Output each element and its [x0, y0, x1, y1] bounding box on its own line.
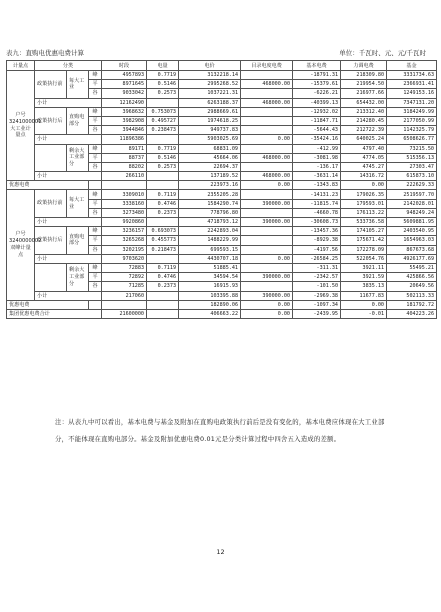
- value-cell: 390000.00: [241, 218, 293, 227]
- subtotal-label: 小计: [35, 254, 102, 263]
- value-cell: 468000.00: [241, 98, 293, 107]
- table-row: [7, 190, 437, 199]
- value-cell: -40399.13: [293, 98, 341, 107]
- value-cell: 2403540.95: [387, 227, 437, 236]
- value-cell: 2995268.52: [179, 80, 241, 89]
- value-cell: 5609881.95: [387, 218, 437, 227]
- value-cell: 0.5146: [147, 153, 179, 162]
- value-cell: 51885.41: [179, 263, 241, 272]
- value-cell: [147, 172, 179, 181]
- value-cell: -412.99: [293, 144, 341, 153]
- value-cell: 1249153.16: [387, 89, 437, 98]
- value-cell: 0.753073: [147, 107, 179, 116]
- value-cell: [147, 181, 179, 190]
- value-cell: 0.238473: [147, 126, 179, 135]
- value-cell: [147, 254, 179, 263]
- value-cell: 533736.58: [341, 218, 387, 227]
- value-cell: -3631.14: [293, 172, 341, 181]
- value-cell: 21600000: [102, 309, 147, 318]
- value-cell: -35424.16: [293, 135, 341, 144]
- value-cell: 0.2373: [147, 208, 179, 217]
- value-cell: 3273480: [102, 208, 147, 217]
- value-cell: 4926177.69: [387, 254, 437, 263]
- value-cell: 390000.00: [241, 199, 293, 208]
- value-cell: 0.00: [241, 309, 293, 318]
- phase-label: [35, 263, 67, 291]
- value-cell: 949737.83: [179, 126, 241, 135]
- value-cell: 9033042: [102, 89, 147, 98]
- value-cell: 0.7119: [147, 263, 179, 272]
- value-cell: 640025.24: [341, 135, 387, 144]
- value-cell: 27303.47: [387, 162, 437, 171]
- value-cell: -2969.38: [293, 291, 341, 300]
- value-cell: -0.01: [341, 309, 387, 318]
- value-cell: 0.00: [241, 300, 293, 309]
- subtotal-row: [7, 135, 437, 144]
- value-cell: 3921.59: [341, 273, 387, 282]
- value-cell: 179026.35: [341, 190, 387, 199]
- header-cell: 电量: [147, 61, 179, 71]
- value-cell: 0.4746: [147, 199, 179, 208]
- value-cell: 73215.50: [387, 144, 437, 153]
- value-cell: -11847.71: [293, 116, 341, 125]
- table-title-row: [6, 48, 434, 59]
- value-cell: 1142325.79: [387, 126, 437, 135]
- table-title: 表九：直购电优惠电费计算: [6, 49, 84, 57]
- table-unit: 单位：千瓦时、元、元/千瓦时: [339, 49, 426, 57]
- value-cell: 5903025.69: [179, 135, 241, 144]
- value-cell: 20649.56: [387, 282, 437, 291]
- header-cell: 基本电费: [293, 61, 341, 71]
- value-cell: 948249.24: [387, 208, 437, 217]
- value-cell: -12932.02: [293, 107, 341, 116]
- account-label: 户号3241000001大工业计量点: [7, 71, 35, 181]
- value-cell: 6508626.77: [387, 135, 437, 144]
- period-cell: 谷: [89, 282, 102, 291]
- value-cell: 406663.22: [179, 309, 241, 318]
- table-row: [7, 71, 437, 80]
- value-cell: [241, 263, 293, 272]
- value-cell: -1097.34: [293, 300, 341, 309]
- header-cell: 力调电费: [341, 61, 387, 71]
- value-cell: 4797.40: [341, 144, 387, 153]
- category-label: 剩余大工业部分: [67, 263, 89, 291]
- value-cell: 2177050.99: [387, 116, 437, 125]
- subtotal-row: [7, 254, 437, 263]
- value-cell: 0.00: [241, 254, 293, 263]
- value-cell: 468000.00: [241, 172, 293, 181]
- value-cell: 223973.16: [179, 181, 241, 190]
- value-cell: 2988669.61: [179, 107, 241, 116]
- value-cell: 72892: [102, 273, 147, 282]
- value-cell: 1584290.74: [179, 199, 241, 208]
- value-cell: 266110: [102, 172, 147, 181]
- subtotal-label: 小计: [35, 98, 102, 107]
- phase-label: 政策执行前: [35, 190, 67, 218]
- value-cell: 45664.06: [179, 153, 241, 162]
- value-cell: -11815.74: [293, 199, 341, 208]
- page-number: 12: [216, 548, 225, 556]
- value-cell: 218309.80: [341, 71, 387, 80]
- category-label: 剩余大工业部分: [67, 144, 89, 172]
- value-cell: 0.4746: [147, 273, 179, 282]
- subtotal-label: 小计: [35, 135, 102, 144]
- discount-label: 优惠电费: [7, 300, 89, 309]
- value-cell: 179593.01: [341, 199, 387, 208]
- value-cell: [241, 208, 293, 217]
- value-cell: 14316.72: [341, 172, 387, 181]
- value-cell: [241, 71, 293, 80]
- value-cell: 1488229.99: [179, 236, 241, 245]
- value-cell: 3331734.63: [387, 71, 437, 80]
- value-cell: 0.2573: [147, 162, 179, 171]
- value-cell: 137189.52: [179, 172, 241, 181]
- period-cell: 平: [89, 80, 102, 89]
- value-cell: 176113.22: [341, 208, 387, 217]
- value-cell: 0.00: [341, 181, 387, 190]
- phase-label: [35, 144, 67, 172]
- table-row: [7, 227, 437, 236]
- value-cell: 0.2573: [147, 89, 179, 98]
- period-cell: 峰: [89, 144, 102, 153]
- table-header-row: [7, 61, 437, 71]
- value-cell: [241, 190, 293, 199]
- value-cell: -101.50: [293, 282, 341, 291]
- header-cell: 时段: [102, 61, 147, 71]
- period-cell: 平: [89, 153, 102, 162]
- subtotal-row: [7, 218, 437, 227]
- value-cell: 4745.27: [341, 162, 387, 171]
- value-cell: 4774.05: [341, 153, 387, 162]
- value-cell: -30608.73: [293, 218, 341, 227]
- value-cell: 68831.09: [179, 144, 241, 153]
- value-cell: 88202: [102, 162, 147, 171]
- period-cell: 平: [89, 116, 102, 125]
- value-cell: 425866.56: [387, 273, 437, 282]
- value-cell: [241, 116, 293, 125]
- value-cell: 867673.68: [387, 245, 437, 254]
- period-cell: 谷: [89, 162, 102, 171]
- value-cell: [102, 300, 147, 309]
- value-cell: -2342.57: [293, 273, 341, 282]
- value-cell: 219954.50: [341, 80, 387, 89]
- account-label: 户号3240000002双峰计量点: [7, 190, 35, 300]
- value-cell: 11677.83: [341, 291, 387, 300]
- category-label: 直购电部分: [67, 227, 89, 255]
- category-label: 每大工业: [67, 190, 89, 218]
- value-cell: -6226.21: [293, 89, 341, 98]
- value-cell: 1037221.31: [179, 89, 241, 98]
- value-cell: 72883: [102, 263, 147, 272]
- table-row: [7, 144, 437, 153]
- value-cell: 522054.76: [341, 254, 387, 263]
- value-cell: 3184249.99: [387, 107, 437, 116]
- value-cell: 654432.00: [341, 98, 387, 107]
- value-cell: [241, 245, 293, 254]
- value-cell: -1343.83: [293, 181, 341, 190]
- period-cell: 谷: [89, 208, 102, 217]
- value-cell: 103395.88: [179, 291, 241, 300]
- value-cell: 3338160: [102, 199, 147, 208]
- value-cell: 0.00: [241, 135, 293, 144]
- value-cell: 1974618.25: [179, 116, 241, 125]
- value-cell: 1654963.03: [387, 236, 437, 245]
- period-cell: 谷: [89, 126, 102, 135]
- table-row: [7, 263, 437, 272]
- value-cell: 3309010: [102, 190, 147, 199]
- header-cell: 电价: [179, 61, 241, 71]
- value-cell: 0.7119: [147, 190, 179, 199]
- value-cell: 4430707.18: [179, 254, 241, 263]
- value-cell: 88737: [102, 153, 147, 162]
- period-cell: 峰: [89, 263, 102, 272]
- value-cell: 0.7719: [147, 144, 179, 153]
- value-cell: 3968632: [102, 107, 147, 116]
- phase-label: 政策执行前: [35, 71, 67, 99]
- value-cell: 9703620: [102, 254, 147, 263]
- value-cell: -2439.95: [293, 309, 341, 318]
- value-cell: -8929.38: [293, 236, 341, 245]
- value-cell: [147, 135, 179, 144]
- value-cell: -136.17: [293, 162, 341, 171]
- value-cell: [102, 181, 147, 190]
- value-cell: 212722.39: [341, 126, 387, 135]
- period-cell: 平: [89, 199, 102, 208]
- value-cell: -5644.43: [293, 126, 341, 135]
- value-cell: -14131.23: [293, 190, 341, 199]
- value-cell: 8971645: [102, 80, 147, 89]
- value-cell: 222629.33: [387, 181, 437, 190]
- value-cell: 22694.37: [179, 162, 241, 171]
- value-cell: 34594.54: [179, 273, 241, 282]
- empty-cell: [89, 300, 102, 309]
- value-cell: [147, 218, 179, 227]
- period-cell: 峰: [89, 107, 102, 116]
- value-cell: 3921.11: [341, 263, 387, 272]
- total-row: [7, 309, 437, 318]
- value-cell: 11896386: [102, 135, 147, 144]
- value-cell: 3265268: [102, 236, 147, 245]
- header-cell: 分类: [35, 61, 102, 71]
- table-row: [7, 107, 437, 116]
- value-cell: 0.455773: [147, 236, 179, 245]
- header-cell: 目录电度电费: [241, 61, 293, 71]
- value-cell: 89171: [102, 144, 147, 153]
- value-cell: 217060: [102, 291, 147, 300]
- value-cell: 0.5146: [147, 80, 179, 89]
- value-cell: 3944846: [102, 126, 147, 135]
- explanatory-note: 注：从表九中可以看出，基本电费与基金及附加在直购电政策执行前后是没有变化的，基本电费应体现在大工业部分，不能体现在直购电部分。基金及附加优惠电费0.01元是分类计算过程中四舍五入造成的差额。: [55, 418, 385, 443]
- value-cell: 0.7719: [147, 71, 179, 80]
- value-cell: 615873.10: [387, 172, 437, 181]
- value-cell: 182890.06: [179, 300, 241, 309]
- value-cell: 216977.66: [341, 89, 387, 98]
- value-cell: 2242893.04: [179, 227, 241, 236]
- value-cell: 2355205.28: [179, 190, 241, 199]
- period-cell: 峰: [89, 227, 102, 236]
- value-cell: 4957893: [102, 71, 147, 80]
- value-cell: 3236157: [102, 227, 147, 236]
- value-cell: 55495.21: [387, 263, 437, 272]
- header-cell: 计量点: [7, 61, 35, 71]
- period-cell: 峰: [89, 71, 102, 80]
- value-cell: 174105.27: [341, 227, 387, 236]
- value-cell: [147, 291, 179, 300]
- electricity-fee-table: [6, 60, 437, 319]
- value-cell: 0.693073: [147, 227, 179, 236]
- value-cell: -311.31: [293, 263, 341, 272]
- value-cell: 502113.33: [387, 291, 437, 300]
- subtotal-row: [7, 172, 437, 181]
- value-cell: 4718793.12: [179, 218, 241, 227]
- value-cell: [241, 162, 293, 171]
- value-cell: [147, 309, 179, 318]
- category-label: 直购电部分: [67, 107, 89, 135]
- value-cell: [241, 282, 293, 291]
- discount-row: [7, 181, 437, 190]
- value-cell: 390000.00: [241, 273, 293, 282]
- value-cell: 699593.15: [179, 245, 241, 254]
- value-cell: 175671.42: [341, 236, 387, 245]
- value-cell: 181792.72: [387, 300, 437, 309]
- value-cell: [147, 300, 179, 309]
- subtotal-row: [7, 98, 437, 107]
- value-cell: 2142028.01: [387, 199, 437, 208]
- period-cell: 谷: [89, 245, 102, 254]
- value-cell: [241, 89, 293, 98]
- period-cell: 峰: [89, 190, 102, 199]
- empty-cell: [89, 181, 102, 190]
- value-cell: 0.00: [241, 181, 293, 190]
- value-cell: 12162490: [102, 98, 147, 107]
- value-cell: 2366931.41: [387, 80, 437, 89]
- value-cell: -15379.61: [293, 80, 341, 89]
- value-cell: [241, 126, 293, 135]
- period-cell: 平: [89, 273, 102, 282]
- value-cell: 7347131.20: [387, 98, 437, 107]
- value-cell: 213312.40: [341, 107, 387, 116]
- value-cell: 0.00: [341, 300, 387, 309]
- header-cell: 基金: [387, 61, 437, 71]
- value-cell: -18791.31: [293, 71, 341, 80]
- value-cell: 16915.93: [179, 282, 241, 291]
- value-cell: -4197.56: [293, 245, 341, 254]
- value-cell: [241, 144, 293, 153]
- subtotal-label: 小计: [35, 172, 102, 181]
- period-cell: 平: [89, 236, 102, 245]
- value-cell: 3982908: [102, 116, 147, 125]
- discount-row: [7, 300, 437, 309]
- subtotal-row: [7, 291, 437, 300]
- value-cell: 9920860: [102, 218, 147, 227]
- value-cell: -4660.78: [293, 208, 341, 217]
- subtotal-label: 小计: [35, 218, 102, 227]
- value-cell: 0.495727: [147, 116, 179, 125]
- value-cell: 404223.26: [387, 309, 437, 318]
- value-cell: -3081.98: [293, 153, 341, 162]
- value-cell: 515356.13: [387, 153, 437, 162]
- value-cell: [241, 107, 293, 116]
- value-cell: 3835.13: [341, 282, 387, 291]
- value-cell: 778796.80: [179, 208, 241, 217]
- value-cell: 468000.00: [241, 153, 293, 162]
- value-cell: 2519597.70: [387, 190, 437, 199]
- value-cell: 3202195: [102, 245, 147, 254]
- subtotal-label: 小计: [35, 291, 102, 300]
- value-cell: 390000.00: [241, 291, 293, 300]
- value-cell: 172278.09: [341, 245, 387, 254]
- value-cell: [241, 236, 293, 245]
- value-cell: 214280.45: [341, 116, 387, 125]
- phase-label: 政策执行后: [35, 227, 67, 255]
- value-cell: 71285: [102, 282, 147, 291]
- value-cell: 3132218.14: [179, 71, 241, 80]
- value-cell: 0.218473: [147, 245, 179, 254]
- discount-label: 优惠电费: [7, 181, 89, 190]
- value-cell: 6263188.37: [179, 98, 241, 107]
- phase-label: 政策执行后: [35, 107, 67, 135]
- value-cell: [241, 227, 293, 236]
- value-cell: 468000.00: [241, 80, 293, 89]
- category-label: 每大工业: [67, 71, 89, 99]
- period-cell: 谷: [89, 89, 102, 98]
- value-cell: -26584.25: [293, 254, 341, 263]
- value-cell: [147, 98, 179, 107]
- value-cell: 0.2373: [147, 282, 179, 291]
- total-label: 集团优惠电费合计: [7, 309, 102, 318]
- value-cell: -13457.36: [293, 227, 341, 236]
